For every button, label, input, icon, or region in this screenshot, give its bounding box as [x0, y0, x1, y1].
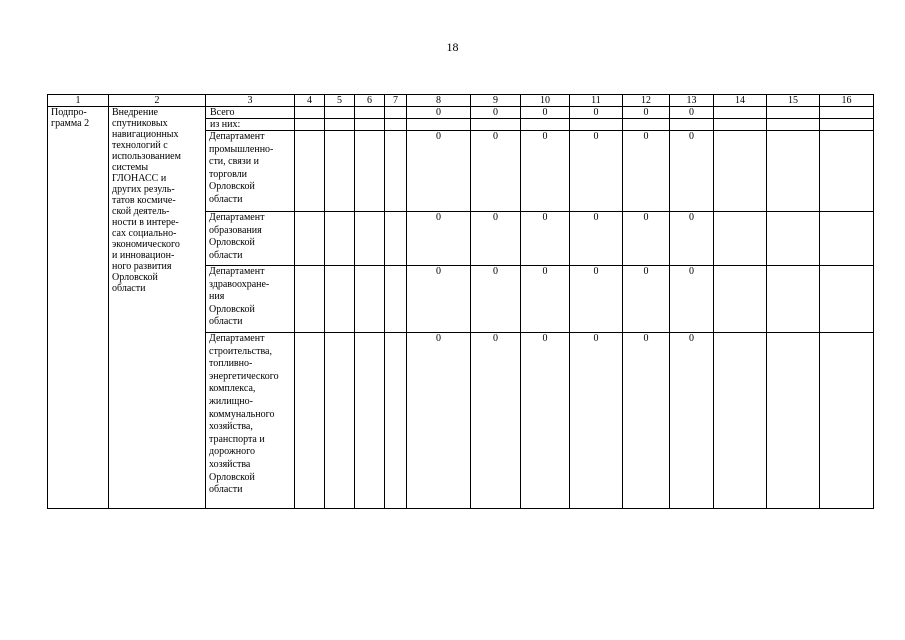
column-header: 2: [109, 95, 206, 107]
value-cell: 0: [623, 212, 670, 266]
column-number-row: [48, 95, 874, 107]
value-cell: 0: [521, 212, 570, 266]
column-header: 5: [325, 95, 355, 107]
value-cell: 0: [623, 266, 670, 333]
value-cell: 0: [407, 333, 471, 509]
executor-cell: Департамент образования Орловской области: [206, 212, 295, 266]
value-cell: [407, 119, 471, 131]
value-cell: [714, 107, 767, 119]
page-number: 18: [446, 40, 459, 54]
budget-table: [47, 94, 874, 509]
value-cell: [385, 333, 407, 509]
table-row-total: [48, 107, 874, 119]
value-cell: 0: [570, 212, 623, 266]
value-cell: [670, 119, 714, 131]
value-cell: [325, 119, 355, 131]
value-cell: [471, 119, 521, 131]
column-header: 1: [48, 95, 109, 107]
value-cell: [325, 131, 355, 212]
column-header: 9: [471, 95, 521, 107]
value-cell: [714, 119, 767, 131]
value-cell: 0: [570, 107, 623, 119]
value-cell: [767, 119, 820, 131]
value-cell: 0: [407, 107, 471, 119]
value-cell: [355, 212, 385, 266]
value-cell: [325, 212, 355, 266]
column-header: 13: [670, 95, 714, 107]
value-cell: [385, 212, 407, 266]
value-cell: 0: [521, 131, 570, 212]
value-cell: 0: [623, 333, 670, 509]
value-cell: [295, 212, 325, 266]
value-cell: [355, 266, 385, 333]
value-cell: [385, 107, 407, 119]
value-cell: [325, 333, 355, 509]
value-cell: [295, 266, 325, 333]
value-cell: [385, 119, 407, 131]
value-cell: [295, 131, 325, 212]
value-cell: [295, 107, 325, 119]
value-cell: 0: [670, 333, 714, 509]
value-cell: [325, 107, 355, 119]
value-cell: [714, 266, 767, 333]
value-cell: 0: [570, 131, 623, 212]
value-cell: [295, 119, 325, 131]
column-header: 12: [623, 95, 670, 107]
value-cell: [355, 333, 385, 509]
column-header: 4: [295, 95, 325, 107]
value-cell: [820, 131, 874, 212]
value-cell: 0: [570, 333, 623, 509]
executor-cell: Департамент строительства, топливно- энергетического комплекса, жилищно- коммунального хозяйства, транспорта и дорожного хозяйства Орловской области: [206, 333, 295, 509]
value-cell: 0: [471, 266, 521, 333]
value-cell: [714, 212, 767, 266]
value-cell: [767, 266, 820, 333]
value-cell: 0: [407, 131, 471, 212]
subprogram-title: Внедрение спутниковых навигационных технологий с использованием системы ГЛОНАСС и других резуль- татов космиче- ской деятель- ности в интере- сах социально- экономического и инновацион- ного развития Орловской области: [109, 107, 206, 509]
value-cell: 0: [521, 107, 570, 119]
value-cell: [295, 333, 325, 509]
value-cell: 0: [407, 266, 471, 333]
column-header: 15: [767, 95, 820, 107]
value-cell: [570, 119, 623, 131]
value-cell: [325, 266, 355, 333]
value-cell: 0: [670, 107, 714, 119]
value-cell: [355, 131, 385, 212]
value-cell: [767, 107, 820, 119]
value-cell: [714, 333, 767, 509]
value-cell: [820, 333, 874, 509]
value-cell: 0: [471, 131, 521, 212]
value-cell: [355, 119, 385, 131]
value-cell: [767, 333, 820, 509]
value-cell: [623, 119, 670, 131]
value-cell: [820, 266, 874, 333]
value-cell: 0: [521, 333, 570, 509]
value-cell: 0: [471, 333, 521, 509]
value-cell: [385, 131, 407, 212]
value-cell: [820, 212, 874, 266]
value-cell: [820, 119, 874, 131]
value-cell: [521, 119, 570, 131]
column-header: 11: [570, 95, 623, 107]
column-header: 10: [521, 95, 570, 107]
value-cell: 0: [623, 131, 670, 212]
value-cell: 0: [670, 131, 714, 212]
value-cell: 0: [570, 266, 623, 333]
value-cell: 0: [670, 212, 714, 266]
value-cell: 0: [471, 212, 521, 266]
executor-cell: Всего: [206, 107, 295, 119]
value-cell: 0: [623, 107, 670, 119]
value-cell: [355, 107, 385, 119]
executor-cell: Департамент здравоохране- ния Орловской области: [206, 266, 295, 333]
column-header: 14: [714, 95, 767, 107]
column-header: 3: [206, 95, 295, 107]
column-header: 16: [820, 95, 874, 107]
value-cell: [767, 131, 820, 212]
value-cell: [714, 131, 767, 212]
value-cell: [385, 266, 407, 333]
value-cell: 0: [670, 266, 714, 333]
column-header: 6: [355, 95, 385, 107]
value-cell: 0: [407, 212, 471, 266]
executor-cell: из них:: [206, 119, 295, 131]
subprogram-label: Подпро- грамма 2: [48, 107, 109, 509]
executor-cell: Департамент промышленно- сти, связи и торговли Орловской области: [206, 131, 295, 212]
value-cell: 0: [521, 266, 570, 333]
value-cell: [767, 212, 820, 266]
value-cell: 0: [471, 107, 521, 119]
column-header: 7: [385, 95, 407, 107]
column-header: 8: [407, 95, 471, 107]
value-cell: [820, 107, 874, 119]
